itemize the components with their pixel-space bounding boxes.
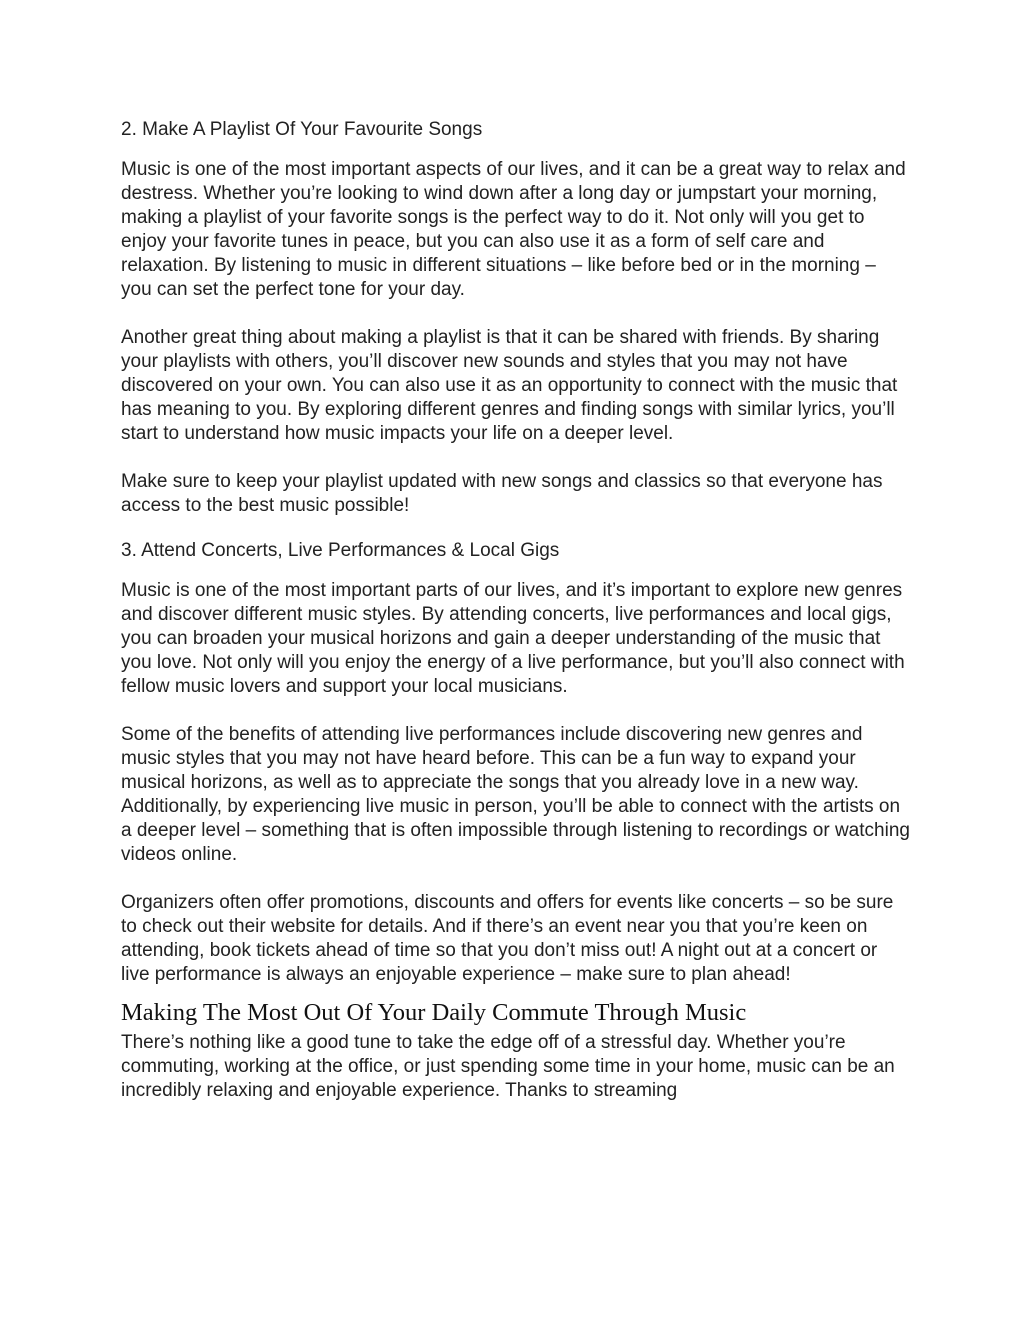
paragraph-playlist-3: Make sure to keep your playlist updated with new songs and classics so that everyone has access to the best music possible! (121, 471, 883, 516)
paragraph-playlist-1: Music is one of the most important aspects of our lives, and it can be a great way to relax and destress. Whether you’re looking to wind down after a long day or jumpstart your morning, making a playlist of your favorite songs is the perfect way to do it. Not only will you get to enjoy your favorite tunes in peace, but you can also use it as a form of self care and relaxation. By listening to music in different situations – like before bed or in the morning – you can set the perfect tone for your day. (121, 159, 906, 300)
document-page (121, 118, 911, 1103)
section-heading-playlist: 2. Make A Playlist Of Your Favourite Songs (121, 119, 483, 140)
paragraph-playlist-2: Another great thing about making a playlist is that it can be shared with friends. By sharing your playlists with others, you’ll discover new sounds and styles that you may not have discovered on your own. You can also use it as an opportunity to connect with the music that has meaning to you. By exploring different genres and finding songs with similar lyrics, you’ll start to understand how music impacts your life on a deeper level. (121, 327, 898, 444)
section-heading-concerts: 3. Attend Concerts, Live Performances & Local Gigs (121, 540, 560, 561)
section-heading-commute: Making The Most Out Of Your Daily Commute Through Music (121, 999, 747, 1026)
paragraph-concerts-1: Music is one of the most important parts of our lives, and it’s important to explore new genres and discover different music styles. By attending concerts, live performances and local gigs, you can broaden your musical horizons and gain a deeper understanding of the music that you love. Not only will you enjoy the energy of a live performance, but you’ll also connect with fellow music lovers and support your local musicians. (121, 580, 905, 697)
paragraph-commute-1: There’s nothing like a good tune to take the edge off of a stressful day. Whether you’re commuting, working at the office, or just spending some time in your home, music can be an incredibly relaxing and enjoyable experience. Thanks to streaming (121, 1032, 895, 1101)
paragraph-concerts-2: Some of the benefits of attending live performances include discovering new genres and music styles that you may not have heard before. This can be a fun way to expand your musical horizons, as well as to appreciate the songs that you already love in a new way. Additionally, by experiencing live music in person, you’ll be able to connect with the artists on a deeper level – something that is often impossible through listening to recordings or watching videos online. (121, 724, 910, 865)
paragraph-concerts-3: Organizers often offer promotions, discounts and offers for events like concerts – so be sure to check out their website for details. And if there’s an event near you that you’re keen on attending, book tickets ahead of time so that you don’t miss out! A night out at a concert or live performance is always an enjoyable experience – make sure to plan ahead! (121, 892, 894, 985)
